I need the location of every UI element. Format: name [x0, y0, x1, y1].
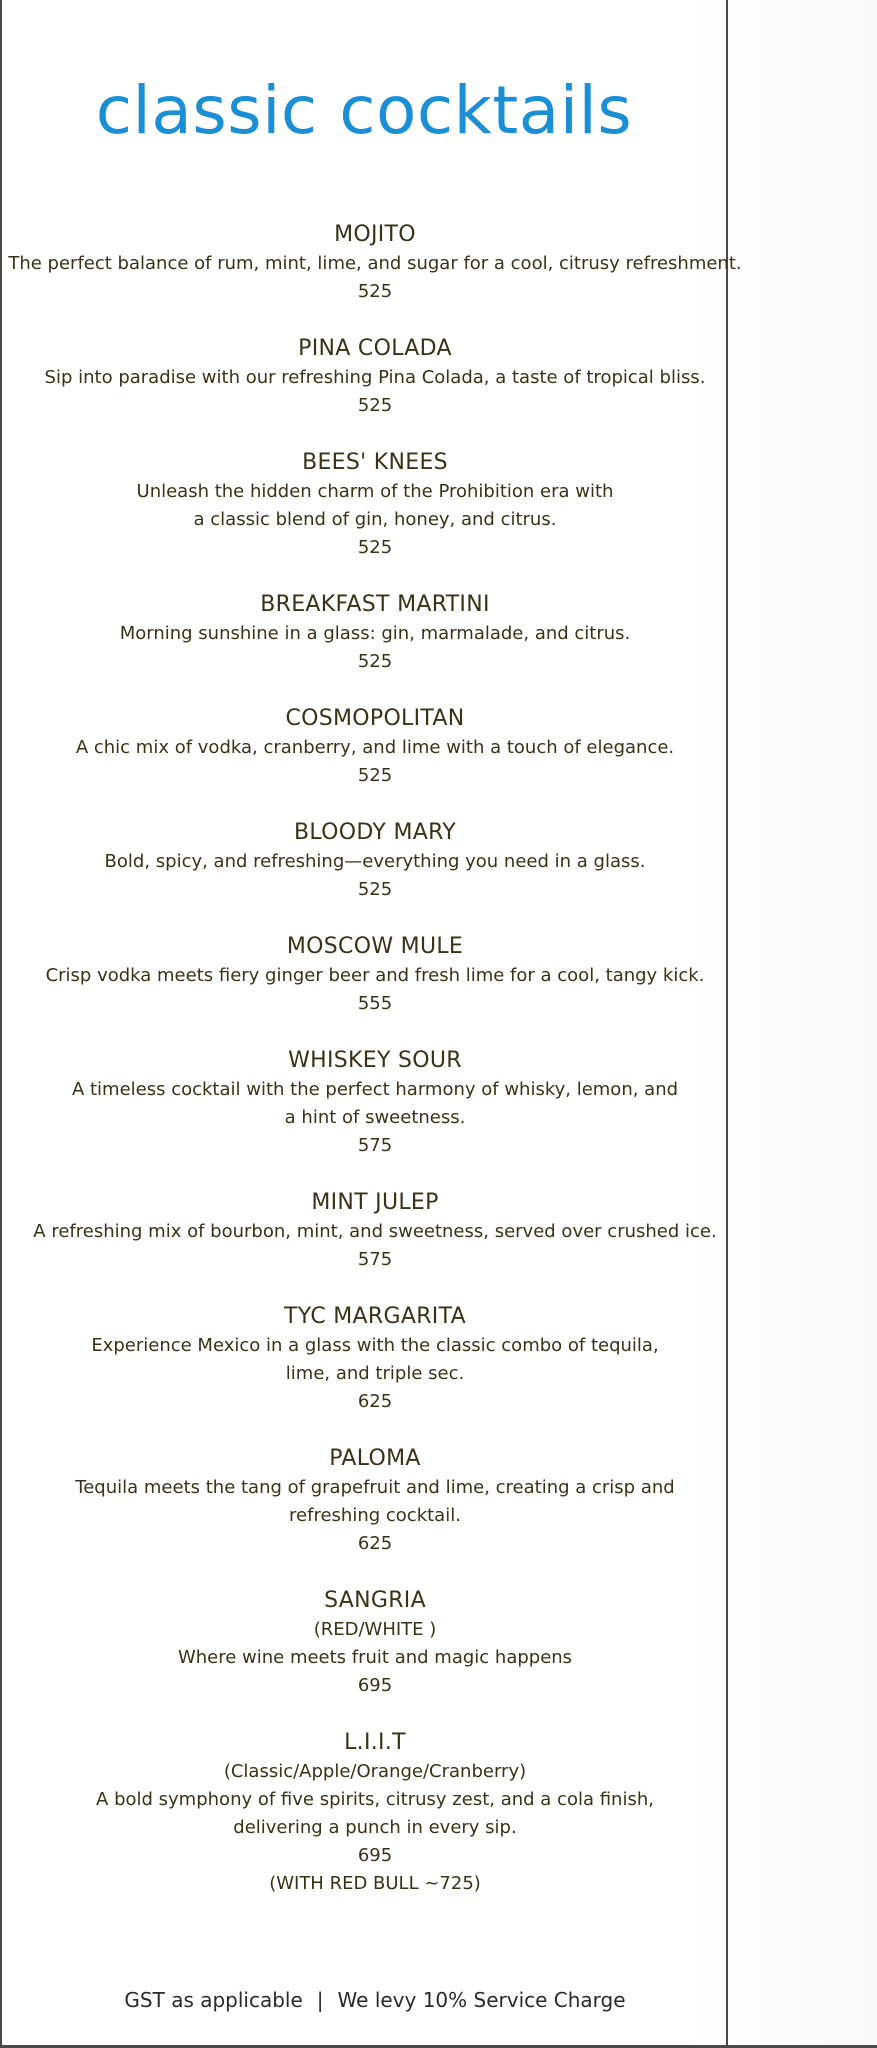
menu-item: [4, 220, 746, 306]
item-description: Tequila meets the tang of grapefruit and lime, creating a crisp and: [75, 1477, 675, 1498]
item-description: Experience Mexico in a glass with the classic combo of tequila,: [91, 1335, 659, 1356]
service-charge-note: We levy 10% Service Charge: [337, 1988, 626, 2012]
item-description: lime, and triple sec.: [285, 1363, 465, 1384]
item-name: WHISKEY SOUR: [288, 1048, 462, 1073]
menu-item: [4, 590, 746, 676]
menu-item: [4, 1188, 746, 1274]
menu-item: [4, 704, 746, 790]
page-border-left: [0, 0, 2, 2048]
footer-separator: |: [316, 1988, 324, 2012]
item-description: a classic blend of gin, honey, and citrus.: [193, 509, 557, 530]
menu-item: [4, 1444, 746, 1558]
item-description: refreshing cocktail.: [289, 1505, 461, 1526]
item-description: Unleash the hidden charm of the Prohibition era with: [136, 481, 614, 502]
footer-note: [0, 1984, 750, 2016]
item-price: 555: [357, 993, 393, 1014]
item-description: Crisp vodka meets fiery ginger beer and fresh lime for a cool, tangy kick.: [45, 965, 705, 986]
item-description: A chic mix of vodka, cranberry, and lime with a touch of elegance.: [75, 737, 675, 758]
item-description: Where wine meets fruit and magic happens: [177, 1647, 573, 1668]
item-price: 525: [357, 765, 393, 786]
item-price: 525: [357, 651, 393, 672]
menu-item: [4, 334, 746, 420]
menu-item: [4, 1302, 746, 1416]
item-name: PINA COLADA: [298, 336, 452, 361]
menu-item: [4, 448, 746, 562]
item-description: delivering a punch in every sip.: [233, 1817, 517, 1838]
item-description: (RED/WHITE ): [313, 1619, 437, 1640]
item-description: A refreshing mix of bourbon, mint, and sweetness, served over crushed ice.: [33, 1221, 717, 1242]
item-name: BREAKFAST MARTINI: [260, 592, 490, 617]
item-name: MOJITO: [334, 222, 416, 247]
item-price: 575: [357, 1135, 393, 1156]
item-description: (WITH RED BULL ~725): [269, 1873, 481, 1894]
menu-item: [4, 818, 746, 904]
item-name: SANGRIA: [324, 1588, 426, 1613]
item-name: PALOMA: [329, 1446, 421, 1471]
item-price: 525: [357, 395, 393, 416]
cocktail-list: [4, 220, 746, 1898]
item-price: 525: [357, 879, 393, 900]
item-price: 625: [357, 1391, 393, 1412]
item-name: TYC MARGARITA: [284, 1304, 466, 1329]
item-description: (Classic/Apple/Orange/Cranberry): [223, 1761, 527, 1782]
item-name: L.I.I.T: [344, 1730, 406, 1755]
item-name: MOSCOW MULE: [286, 934, 464, 959]
item-description: The perfect balance of rum, mint, lime, and sugar for a cool, citrusy refreshment.: [8, 253, 742, 274]
gst-note: GST as applicable: [124, 1988, 303, 2012]
item-description: a hint of sweetness.: [284, 1107, 466, 1128]
menu-item: [4, 1586, 746, 1700]
item-name: MINT JULEP: [311, 1190, 439, 1215]
item-price: 525: [357, 537, 393, 558]
menu-item: [4, 1728, 746, 1898]
item-description: A bold symphony of five spirits, citrusy zest, and a cola finish,: [96, 1789, 654, 1810]
item-description: Bold, spicy, and refreshing—everything you need in a glass.: [104, 851, 646, 872]
item-name: COSMOPOLITAN: [285, 706, 465, 731]
item-price: 695: [357, 1845, 393, 1866]
menu-item: [4, 932, 746, 1018]
item-price: 525: [357, 281, 393, 302]
item-description: Sip into paradise with our refreshing Pina Colada, a taste of tropical bliss.: [44, 367, 706, 388]
item-price: 695: [357, 1675, 393, 1696]
item-name: BEES' KNEES: [302, 450, 448, 475]
item-description: A timeless cocktail with the perfect harmony of whisky, lemon, and: [71, 1079, 679, 1100]
item-name: BLOODY MARY: [293, 820, 457, 845]
menu-title: classic cocktails: [95, 72, 633, 149]
menu-item: [4, 1046, 746, 1160]
item-description: Morning sunshine in a glass: gin, marmalade, and citrus.: [119, 623, 631, 644]
item-price: 625: [357, 1533, 393, 1554]
item-price: 575: [357, 1249, 393, 1270]
